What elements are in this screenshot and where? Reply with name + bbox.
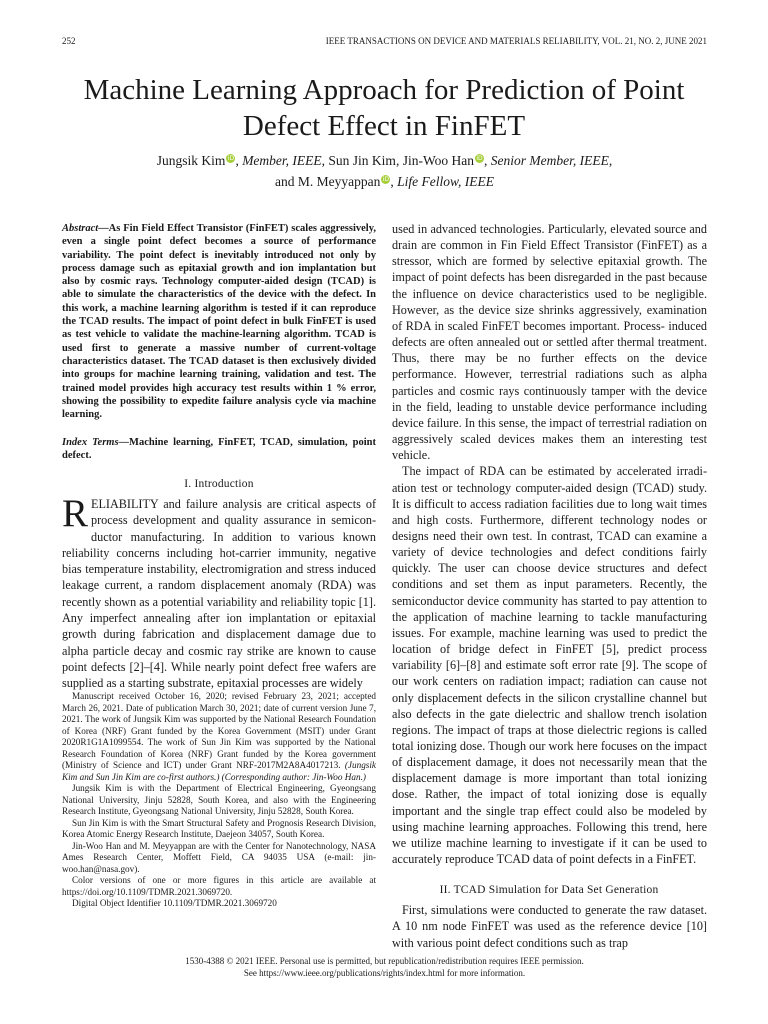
footnote-affiliation: Jungsik Kim is with the Department of Electrical Engineering, Gyeongsang National University, Jinju 52828, South Korea, and also with the Engineering Research Institute, Gyeongsang National University, Jinju 52828, South Korea. (62, 783, 376, 816)
drop-cap: R (62, 492, 89, 535)
introduction-paragraph: ELIABILITY and failure analysis are critical aspects of process development and quality assurance in semiconductor manufacturing. In addition to various known reliability concerns including hot-carrier immunity, negative bias temperature instability, electromigration and stress induced leakage current, a random displacement anomaly (RDA) was recently shown as a potential variability and reliability topic [1]. Any imperfect annealing after ion implantation or epitaxial growth during fabrication and displacement damage due to alpha particle decay and cosmic ray strike are known to cause point defects [2]–[4]. While nearly point defect free wafers are supplied as a starting substrate, epitaxial processes are widely (62, 497, 376, 691)
journal-header: IEEE TRANSACTIONS ON DEVICE AND MATERIALS RELIABILITY, VOL. 21, NO. 2, JUNE 2021 (325, 36, 707, 46)
orcid-icon[interactable]: iD (227, 155, 235, 162)
footnote-corresponding: (Jungsik Kim and Sun Jin Kim are co-first authors.) (Corresponding author: Jin-Woo Han.) (62, 760, 376, 782)
abstract-text: —As Fin Field Effect Transistor (FinFET) scales aggressively, even a single point defect becomes a source of performance variability. The point defect is inevitably introduced not only by process damage such as epitaxial growth and ion implantation but also by cosmic rays. Technology computer-aided design (TCAD) is able to simulate the characteristics of the device with the defect. In this work, a machine learning algorithm is tested if it can reproduce the TCAD results. The impact of point defect in bulk FinFET is used as test vehicle to validate the machine-learning algorithm. TCAD is used first to generate a massive number of current-voltage characteristics dataset. The TCAD dataset is then exclusively divided into groups for machine learning training, validation and test. The trained model provides high accuracy test results within 1 % error, showing the possibility to expedite failure analysis cycle via machine learning. (62, 223, 376, 421)
author-name: and M. Meyyappan (275, 174, 381, 189)
footnote-affiliation: Sun Jin Kim is with the Smart Structural Safety and Prognosis Research Division, Korea Atomic Energy Research Institute, Daejeon 34057, South Korea. (62, 817, 376, 839)
author-name: Jin-Woo Han (402, 153, 474, 168)
author-name: Sun Jin Kim (328, 153, 396, 168)
introduction-body (62, 492, 376, 692)
author-list: Jungsik Kim iD, Member, IEEE, Sun Jin Kim, Jin-Woo Han iD, Senior Member, IEEE, and M. Meyyappan iD, Life Fellow, IEEE (156, 153, 613, 189)
section-heading-tcad: II. TCAD Simulation for Data Set Generation (439, 884, 659, 896)
author-name: Jungsik Kim (156, 153, 226, 168)
body-paragraph: The impact of RDA can be estimated by accelerated irradiation test or technology computer-aided design (TCAD) study. It is difficult to access radiation facilities due to long wait times and high costs. Furthermore, different technology nodes or designs need their own test. In contrast, TCAD can examine a variety of device technologies and defect conditions fairly quickly. The user can choose device structures and defect conditions and set them as input parameters. Recently, the semiconductor device community has started to pay attention to the application of machine learning to tackle manufacturing issues. For example, machine learning was used to predict the location of bridge defect in FinFET [5], predict process variability [6]–[8] and estimate soft error rate [9]. The scope of our work centers on radiation impact; radiation can cause not only displacement defects in the silicon crystalline channel but also defects in the gate dielectric and shallow trench isolation regions. The impact of traps at those dielectric regions is called total ionizing dose. Though our work here focuses on the impact of displacement damage, it does not necessarily mean that the displacement damage is more important than total ionizing dose. Rather, the impact of total ionizing dose is equally important and the single trap effect could also be modeled by using machine learning approaches. Following this trend, here we utilize machine learning to investigate if it can be used to accurately reproduce TCAD data of point defects in a FinFET. (392, 464, 707, 867)
index-terms (62, 436, 376, 463)
rights-link[interactable]: See https://www.ieee.org/publications/rights/index.html for more information. (243, 967, 526, 978)
index-terms-label: Index Terms (62, 437, 119, 448)
title-line-1: Machine Learning Approach for Prediction of Point (83, 74, 685, 106)
body-paragraph: First, simulations were conducted to generate the raw dataset. A 10 nm node FinFET was used as the reference device [10] with various point defect conditions such as trap (392, 903, 707, 950)
footnotes (62, 691, 376, 910)
title-line-2: Defect Effect in FinFET (242, 110, 526, 142)
section2-body (392, 902, 707, 951)
copyright-line: 1530-4388 © 2021 IEEE. Personal use is permitted, but republication/redistribution requires IEEE permission. (185, 956, 584, 966)
copyright-footer (62, 956, 707, 979)
author-role: Life Fellow, IEEE (397, 174, 494, 189)
page-number: 252 (62, 36, 76, 46)
author-role: Member, IEEE (242, 153, 322, 168)
paper-title (40, 72, 728, 144)
orcid-icon[interactable]: iD (382, 176, 390, 183)
body-paragraph: used in advanced technologies. Particularly, elevated source and drain are common in Fin Field Effect Transistor (FinFET) as a stressor, which are formed by selective epitaxial growth. The impact of point defects has been disregarded in the past because the influence on device characteristics used to be negligible. However, as the device size shrinks aggressively, examination of RDA in scaled FinFET becomes important. Process- induced defects are often annealed out or settled after thermal treatment. Thus, there may be no further effects on the device performance. However, terrestrial radiations such as alpha particles and cosmic rays continuously tamper with the device in the field, leading to unstable device performance including device failure. In this sense, the impact of terrestrial radiation on aggressively scaled devices makes them an interesting test vehicle. (392, 222, 707, 463)
footnote-doi: Digital Object Identifier 10.1109/TDMR.2021.3069720 (72, 898, 277, 908)
right-column-body (392, 221, 707, 867)
orcid-icon[interactable]: iD (476, 155, 483, 162)
author-role: Senior Member, IEEE (490, 153, 609, 168)
abstract-label: Abstract (62, 223, 99, 234)
footnote-affiliation: Jin-Woo Han and M. Meyyappan are with the Center for Nanotechnology, NASA Ames Research Center, Moffett Field, CA 94035 USA (e-mail: jin-woo.han@nasa.gov). (62, 840, 376, 874)
footnote-manuscript: Manuscript received October 16, 2020; revised February 23, 2021; accepted March 26, 2021. Date of publication March 30, 2021; date of current version June 7, 2021. The work of Jungsik Kim was supported by the National Research Foundation of Korea (NRF) Grant funded by the Korea Government (MSIT) under Grant 2020R1G1A1099554. The work of Sun Jin Kim was supported by the National Research Foundation of Korea (NRF) Grant funded by the Korea government (Ministry of Science and ICT) under Grant NRF-2017M2A8A4017213. (Jungsik Kim and Sun Jin Kim are co-first authors.) (Corresponding author: Jin-Woo Han.) (62, 691, 376, 782)
footnote-color-versions: Color versions of one or more figures in this article are available at https://doi.org/10.1109/TDMR.2021.3069720. (62, 875, 376, 897)
abstract (62, 222, 376, 421)
section-heading-introduction: I. Introduction (184, 478, 254, 490)
index-terms-text: —Machine learning, FinFET, TCAD, simulation, point defect. (62, 437, 376, 462)
